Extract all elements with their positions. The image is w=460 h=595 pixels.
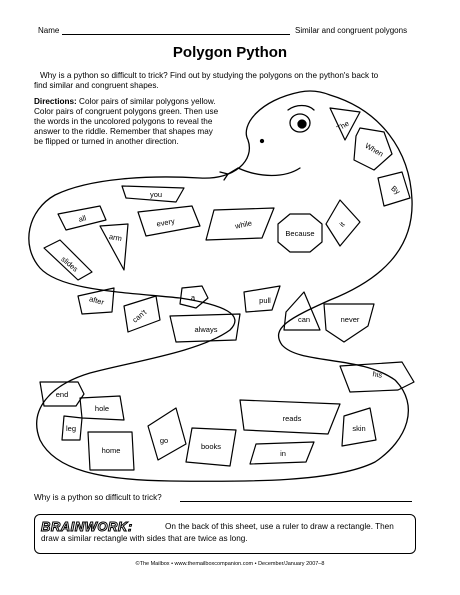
word-every: every — [155, 216, 176, 229]
word-pull: pull — [259, 296, 271, 305]
brainwork-line-1: On the back of this sheet, use a ruler to draw a rectangle. Then — [165, 522, 394, 531]
word-home: home — [101, 446, 121, 455]
word-go: go — [159, 436, 169, 445]
brainwork-label: BRAINWORK: — [41, 519, 133, 534]
word-because: Because — [285, 229, 315, 238]
word-while: while — [234, 218, 253, 231]
word-after: after — [88, 294, 106, 307]
word-a: a — [190, 293, 196, 302]
answer-line[interactable] — [180, 501, 412, 502]
brainwork-box — [34, 514, 416, 554]
topic-label: Similar and congruent polygons — [295, 26, 408, 35]
intro-line-2: find similar and congruent shapes. — [34, 81, 159, 90]
word-reads: reads — [282, 414, 302, 423]
word-slides: slides — [59, 254, 80, 274]
word-you: you — [149, 190, 163, 199]
python-mouth — [238, 168, 300, 176]
word-leg: leg — [65, 424, 77, 433]
polygon-go — [148, 408, 186, 460]
word-hole: hole — [94, 404, 110, 413]
name-label: Name — [38, 26, 60, 35]
word-arm: arm — [108, 231, 123, 244]
word-all: all — [77, 213, 88, 224]
riddle-question: Why is a python so difficult to trick? — [34, 493, 162, 502]
word-end: end — [55, 390, 69, 399]
page-title: Polygon Python — [172, 44, 288, 61]
footer-credit: ©The Mailbox • www.themailboxcompanion.com • December/January 2007–8 — [135, 561, 325, 567]
intro-line-1: Why is a python so difficult to trick? Find out by studying the polygons on the python's back to — [40, 71, 379, 80]
polygon-can — [284, 292, 320, 330]
word-books: books — [200, 442, 222, 451]
directions-line-2: Color pairs of congruent polygons green. Then use — [34, 107, 219, 116]
brainwork-line-2: draw a similar rectangle with sides that are twice as long. — [41, 534, 248, 543]
word-his: his — [371, 369, 383, 380]
word-always: always — [194, 325, 218, 334]
polygon-arm — [100, 224, 128, 270]
directions-line-4: answer to the riddle. Remember that shapes may — [34, 127, 213, 136]
word-the: The — [334, 118, 351, 133]
word-skin: skin — [352, 424, 366, 433]
word-can: can — [297, 315, 311, 324]
word-cant: can't — [130, 307, 149, 325]
directions-line-1: Color pairs of similar polygons yellow. — [76, 97, 216, 106]
directions-line-3: the words in the uncolored polygons to reveal the — [34, 117, 213, 126]
python-tongue — [220, 168, 238, 180]
word-never: never — [340, 315, 360, 324]
word-when: When — [363, 141, 385, 159]
word-by: By — [389, 183, 402, 197]
word-it: it — [337, 220, 347, 229]
word-in: in — [280, 449, 286, 458]
directions-label: Directions: — [34, 97, 77, 106]
directions-line-5: be flipped or turned in another direction. — [34, 137, 179, 146]
